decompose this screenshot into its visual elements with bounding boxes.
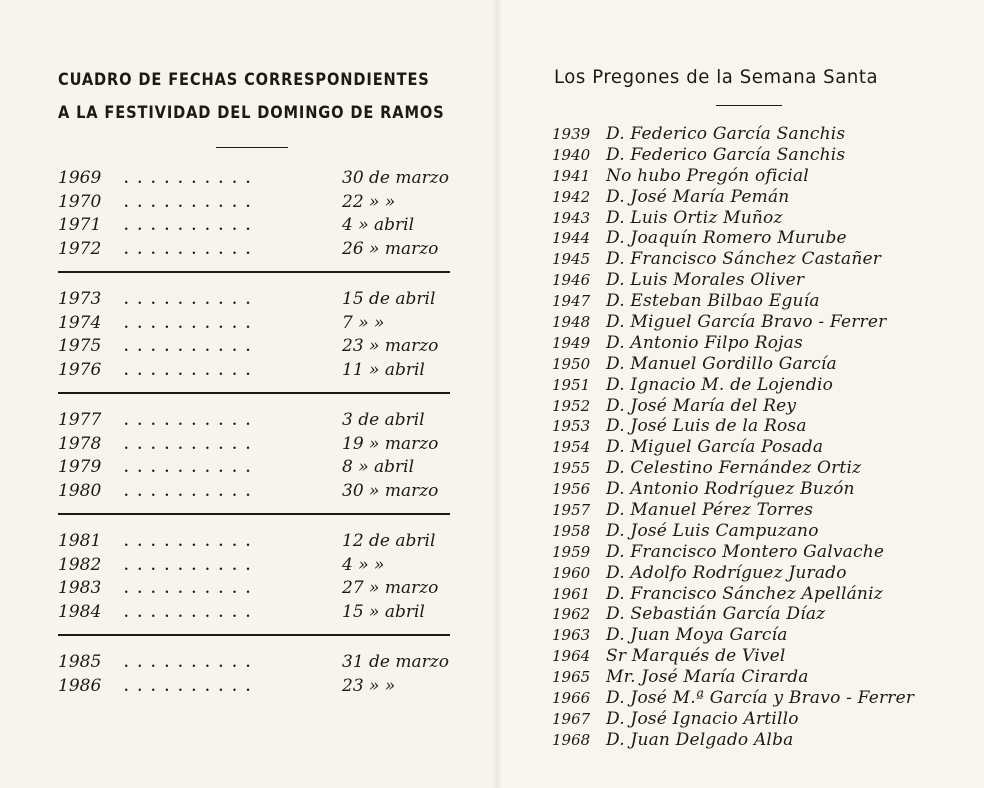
- pregon-speaker: Sr Marqués de Vivel: [606, 646, 786, 667]
- date-row: [58, 336, 450, 360]
- pregon-speaker: D. José Luis de la Rosa: [606, 416, 807, 437]
- date-value: 23 » »: [342, 675, 396, 696]
- date-year: 1978: [58, 433, 102, 454]
- pregon-year: 1952: [552, 396, 591, 415]
- date-value: 4 » abril: [342, 215, 415, 235]
- pregon-speaker: D. Federico García Sanchis: [606, 144, 846, 165]
- date-row: [58, 434, 450, 458]
- pregon-year: 1940: [552, 145, 591, 164]
- date-year: 1980: [58, 480, 102, 501]
- pregon-year: 1953: [552, 417, 591, 436]
- pregon-year: 1955: [552, 459, 591, 478]
- leader-dots: ..........: [124, 242, 260, 258]
- pregon-year: 1959: [552, 542, 591, 561]
- pregon-year: 1946: [552, 271, 591, 290]
- date-year: 1981: [58, 531, 102, 551]
- date-year: 1974: [58, 312, 102, 333]
- pregon-speaker: D. Miguel García Posada: [606, 437, 824, 458]
- date-year: 1971: [58, 215, 102, 235]
- pregon-speaker: D. Miguel García Bravo - Ferrer: [606, 312, 887, 333]
- right-title-rule: [716, 105, 782, 106]
- leader-dots: ..........: [124, 558, 260, 574]
- pregon-speaker: D. Luis Ortiz Muñoz: [606, 207, 783, 228]
- date-value: 4 » »: [342, 554, 385, 575]
- leader-dots: ..........: [124, 582, 260, 597]
- pregon-speaker: D. José M.ª García y Bravo - Ferrer: [606, 688, 915, 709]
- date-row: [58, 676, 450, 700]
- date-group: [58, 289, 450, 383]
- pregon-year: 1947: [552, 292, 591, 311]
- pregon-speaker: D. Juan Moya García: [606, 625, 788, 646]
- leader-dots: ..........: [124, 172, 260, 187]
- date-value: 12 de abril: [342, 531, 436, 551]
- leader-dots: ..........: [124, 535, 260, 550]
- date-year: 1969: [58, 168, 102, 188]
- leader-dots: ..........: [124, 293, 260, 308]
- leader-dots: ..........: [124, 195, 260, 211]
- date-year: 1979: [58, 457, 102, 477]
- pregon-year: 1966: [552, 689, 591, 708]
- leader-dots: ..........: [124, 363, 260, 379]
- date-value: 8 » abril: [342, 457, 415, 477]
- pregon-speaker: Mr. José María Cirarda: [606, 667, 809, 688]
- left-title: [58, 64, 445, 130]
- date-year: 1972: [58, 238, 102, 259]
- date-year: 1977: [58, 410, 102, 430]
- date-row: [58, 215, 450, 239]
- leader-dots: ..........: [124, 316, 260, 332]
- date-value: 19 » marzo: [342, 433, 439, 454]
- pregon-year: 1945: [552, 250, 591, 269]
- right-title: Los Pregones de la Semana Santa: [554, 66, 879, 88]
- date-year: 1984: [58, 601, 102, 622]
- date-row: [58, 192, 450, 216]
- pregon-speaker: D. Federico García Sanchis: [606, 124, 846, 144]
- date-row: [58, 531, 450, 555]
- group-separator: [58, 271, 450, 279]
- pregon-year: 1944: [552, 229, 591, 248]
- date-row: [58, 481, 450, 505]
- date-group: [58, 531, 450, 625]
- date-value: 23 » marzo: [342, 336, 439, 356]
- pregon-year: 1964: [552, 647, 591, 666]
- pregon-speaker: D. José María Pemán: [606, 186, 790, 207]
- pregon-speaker: D. Joaquín Romero Murube: [606, 228, 847, 249]
- leader-dots: ..........: [124, 340, 260, 355]
- pregon-speaker: D. Francisco Montero Galvache: [606, 541, 885, 562]
- pregon-year: 1967: [552, 709, 591, 728]
- date-value: 11 » abril: [342, 359, 425, 380]
- date-row: [58, 313, 450, 337]
- date-value: 26 » marzo: [342, 238, 439, 259]
- date-value: 7 » »: [342, 312, 385, 333]
- pregon-year: 1954: [552, 438, 591, 457]
- date-row: [58, 555, 450, 579]
- pregon-year: 1965: [552, 668, 591, 687]
- date-group: [58, 168, 450, 262]
- leader-dots: ..........: [124, 484, 260, 500]
- date-value: 15 » abril: [342, 601, 425, 622]
- pregon-speaker: D. Esteban Bilbao Eguía: [606, 291, 820, 312]
- pregon-year: 1963: [552, 626, 591, 645]
- pregon-speaker: D. Manuel Gordillo García: [606, 353, 837, 374]
- date-value: 22 » »: [342, 191, 396, 212]
- date-row: [58, 578, 450, 602]
- group-separator: [58, 392, 450, 400]
- date-row: [58, 289, 450, 313]
- date-year: 1985: [58, 652, 102, 672]
- date-value: 31 de marzo: [342, 652, 449, 672]
- leader-dots: ..........: [124, 656, 260, 671]
- pregon-speaker: D. José Ignacio Artillo: [606, 708, 799, 729]
- pregon-speaker: D. Juan Delgado Alba: [606, 729, 794, 750]
- pregon-year: 1939: [552, 125, 591, 143]
- date-row: [58, 360, 450, 384]
- pregon-year: 1951: [552, 375, 591, 394]
- pregon-speaker: D. Francisco Sánchez Apellániz: [606, 583, 883, 604]
- pregon-year: 1962: [552, 605, 591, 624]
- pregon-year: 1968: [552, 730, 591, 749]
- date-group: [58, 652, 450, 699]
- pregon-speaker: D. Francisco Sánchez Castañer: [606, 249, 882, 270]
- leader-dots: ..........: [124, 605, 260, 621]
- date-year: 1976: [58, 359, 102, 380]
- date-row: [58, 410, 450, 434]
- pregon-speaker: D. Sebastián García Díaz: [606, 604, 826, 625]
- palm-sunday-dates-table: [58, 168, 450, 699]
- leader-dots: ..........: [124, 679, 260, 695]
- date-row: [58, 652, 450, 676]
- date-value: 30 » marzo: [342, 480, 439, 501]
- leader-dots: ..........: [124, 414, 260, 429]
- pregon-year: 1960: [552, 563, 591, 582]
- pregon-speaker: D. Antonio Rodríguez Buzón: [606, 479, 855, 500]
- date-row: [58, 168, 450, 192]
- group-separator: [58, 634, 450, 642]
- pregon-speaker: D. Antonio Filpo Rojas: [606, 332, 803, 353]
- pregon-year: 1958: [552, 521, 591, 540]
- pregon-speaker: D. José María del Rey: [606, 395, 797, 416]
- date-row: [58, 457, 450, 481]
- left-title-line-2: A LA FESTIVIDAD DEL DOMINGO DE RAMOS: [58, 103, 445, 123]
- date-row: [58, 602, 450, 626]
- pregon-speaker: D. Adolfo Rodríguez Jurado: [606, 562, 847, 583]
- pregon-year: 1949: [552, 333, 591, 352]
- group-separator: [58, 513, 450, 521]
- pregon-speaker: No hubo Pregón oficial: [606, 165, 809, 186]
- date-year: 1982: [58, 554, 102, 575]
- date-year: 1970: [58, 191, 102, 212]
- leader-dots: ..........: [124, 461, 260, 476]
- pregon-year: 1943: [552, 208, 591, 227]
- date-value: 27 » marzo: [342, 578, 439, 598]
- pregon-year: 1948: [552, 313, 591, 332]
- date-value: 3 de abril: [342, 410, 425, 430]
- date-year: 1983: [58, 578, 102, 598]
- left-title-line-1: CUADRO DE FECHAS CORRESPONDIENTES: [58, 70, 430, 90]
- date-value: 30 de marzo: [342, 168, 449, 188]
- date-year: 1973: [58, 289, 102, 309]
- date-row: [58, 239, 450, 263]
- pregon-speaker: D. Luis Morales Oliver: [606, 270, 805, 291]
- date-year: 1986: [58, 675, 102, 696]
- pregon-year: 1961: [552, 584, 591, 603]
- page-fold: [492, 0, 502, 788]
- leader-dots: ..........: [124, 219, 260, 234]
- pregon-speaker: D. José Luis Campuzano: [606, 520, 819, 541]
- pregon-speaker: D. Celestino Fernández Ortiz: [606, 458, 862, 479]
- pregon-year: 1957: [552, 501, 591, 520]
- pregon-speaker: D. Manuel Pérez Torres: [606, 500, 814, 521]
- pregon-year: 1941: [552, 166, 591, 185]
- pregon-speaker: D. Ignacio M. de Lojendio: [606, 374, 834, 395]
- left-title-rule: [216, 147, 288, 148]
- date-year: 1975: [58, 336, 102, 356]
- pregon-year: 1942: [552, 187, 591, 206]
- date-value: 15 de abril: [342, 289, 436, 309]
- pregon-year: 1950: [552, 354, 591, 373]
- leader-dots: ..........: [124, 437, 260, 453]
- date-group: [58, 410, 450, 504]
- pregon-year: 1956: [552, 480, 591, 499]
